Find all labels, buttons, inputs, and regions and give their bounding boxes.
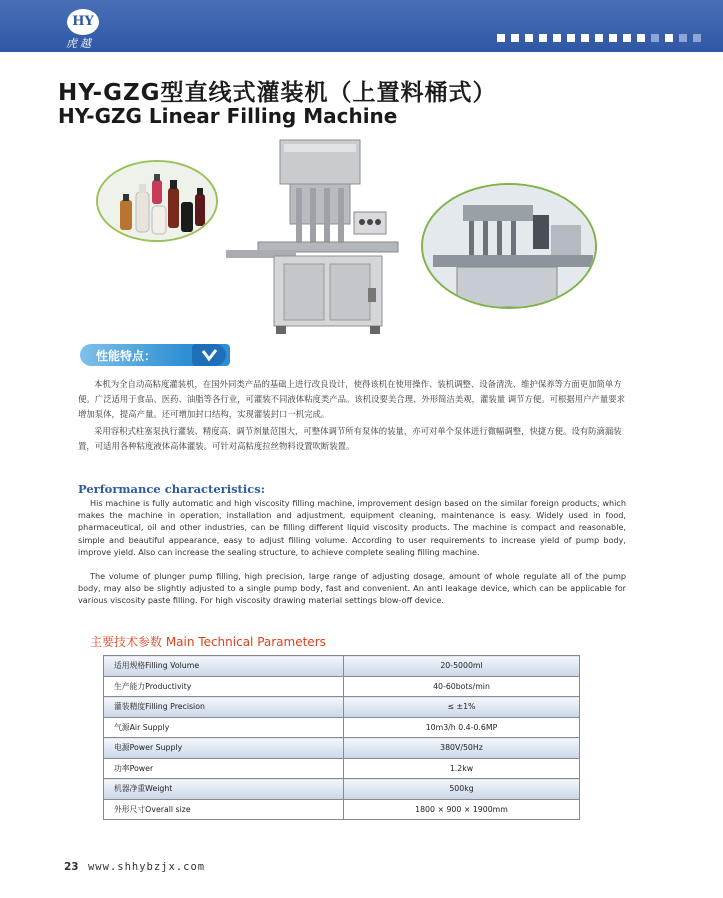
features-paragraph-en-1: His machine is fully automatic and high viscosity filling machine, improvement design based on the similar foreign products, which makes the machine in operation, installation and adjustment, equipment cleaning, maintenance is easy. Widely used in food, pharmaceutical, oil and other industries, can be filling different liquid viscosity products. The machine is compact and reasonable, simple and beautiful appearance, easy to adjust filling volume. According to user requirements to increase yield of pump body, improve yield. Also can increase the sealing structure, to achieve complete sealing filling machine. <box>78 498 626 557</box>
company-logo-subtitle: 虎越 <box>66 37 94 50</box>
features-heading-label: 性能特点： <box>96 349 157 363</box>
params-table <box>103 655 580 820</box>
table-row <box>104 697 580 718</box>
param-label: 生产能力Productivity <box>104 676 344 697</box>
param-label: 适用规格Filling Volume <box>104 656 344 677</box>
param-label: 灌装精度Filling Precision <box>104 697 344 718</box>
page-title-cn: HY-GZG型直线式灌装机（上置料桶式） <box>58 80 497 106</box>
param-value: ≤ ±1% <box>344 697 580 718</box>
page-title-en: HY-GZG Linear Filling Machine <box>58 104 398 128</box>
param-label: 电源Power Supply <box>104 738 344 759</box>
header-decoration <box>497 34 701 42</box>
table-row <box>104 758 580 779</box>
machine-photo-image <box>423 185 597 309</box>
company-logo: HY <box>67 9 99 35</box>
page-footer <box>64 861 205 873</box>
param-label: 外形尺寸Overall size <box>104 799 344 820</box>
param-value: 40-60bots/min <box>344 676 580 697</box>
param-value: 20-5000ml <box>344 656 580 677</box>
table-row <box>104 738 580 759</box>
check-mark-icon <box>192 344 226 366</box>
param-value: 1800 × 900 × 1900mm <box>344 799 580 820</box>
features-paragraph-cn-1: 本机为全自动高粘度灌装机，在国外同类产品的基础上进行改良设计，使得该机在使用操作、装机调整、设备清洗、维护保养等方面更加简单方便。广泛适用于食品、医药、油脂等各行业，可灌装不同液体粘度类产品。该机设要美合理、外形简洁美观，灌装量 调节方便。可根据用户产量要求增加泵体，提高产量。还可增加封口结构，实现灌装封口一机完成。 <box>78 379 626 419</box>
param-label: 功率Power <box>104 758 344 779</box>
website-url: www.shhybzjx.com <box>87 861 206 873</box>
param-label: 机器净重Weight <box>104 779 344 800</box>
table-row <box>104 656 580 677</box>
table-row <box>104 799 580 820</box>
param-value: 1.2kw <box>344 758 580 779</box>
table-row <box>104 779 580 800</box>
bottles-photo <box>96 160 218 242</box>
page-number: 23 <box>64 861 79 873</box>
machine-photo <box>421 183 597 309</box>
check-icon <box>192 344 226 366</box>
bottles-image <box>98 162 218 242</box>
table-row <box>104 717 580 738</box>
filling-machine-image <box>218 138 404 336</box>
param-value: 380V/50Hz <box>344 738 580 759</box>
table-row <box>104 676 580 697</box>
params-title: 主要技术参数 Main Technical Parameters <box>90 635 326 649</box>
performance-title-en: Performance characteristics: <box>78 482 265 496</box>
param-value: 500kg <box>344 779 580 800</box>
features-paragraph-en-2: The volume of plunger pump filling, high precision, large range of adjusting dosage, amount of whole regulate all of the pump body, may also be slightly adjusted to a single pump body, fast and convenient. An anti leakage device, which can be applicable for various viscosity paste filling. For high viscosity drawing material settings blow-off device. <box>78 571 626 606</box>
features-paragraph-cn-2: 采用容积式柱塞泵执行灌装、精度高、调节剂量范围大，可整体调节所有泵体的装量，亦可对单个泵体进行微幅调整，快捷方便。设有防滴漏装置，可适用各种粘度液体高体灌装。可针对高粘度拉丝物料设置吹断装置。 <box>78 426 622 451</box>
param-value: 10m3/h 0.4-0.6MP <box>344 717 580 738</box>
param-label: 气源Air Supply <box>104 717 344 738</box>
header-band <box>0 0 723 52</box>
